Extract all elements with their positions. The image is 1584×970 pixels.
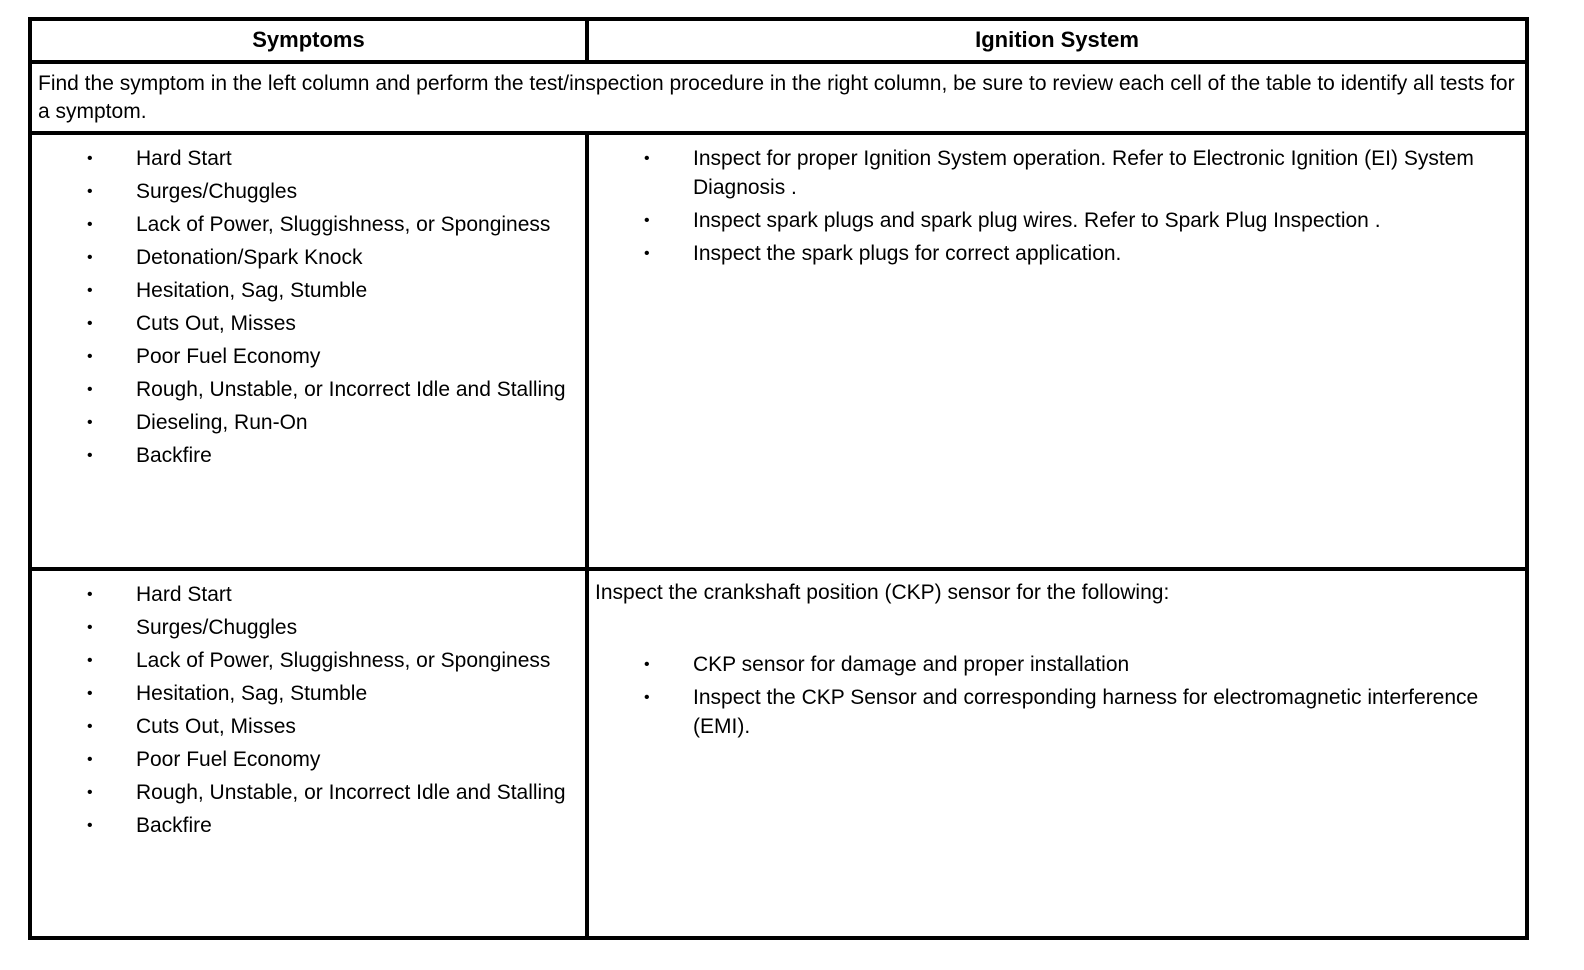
procedures-cell: [589, 135, 1525, 567]
bullet-icon: •: [87, 348, 93, 365]
bullet-icon: •: [87, 652, 93, 669]
symptoms-cell: [32, 135, 589, 567]
list-item: [32, 343, 582, 372]
procedures-cell: [589, 571, 1525, 940]
procedure-text: CKP sensor for damage and proper installation: [693, 653, 1130, 676]
symptom-text: Cuts Out, Misses: [136, 715, 296, 738]
symptom-text: Hard Start: [136, 583, 232, 606]
bullet-icon: •: [87, 183, 93, 200]
procedure-text: Inspect spark plugs and spark plug wires. Refer to Spark Plug Inspection .: [693, 208, 1381, 232]
table-header-row: [32, 21, 1525, 64]
symptom-text: Surges/Chuggles: [136, 616, 298, 639]
procedure-list: [589, 145, 1519, 273]
bullet-icon: •: [87, 619, 93, 636]
header-symptoms: Symptoms: [32, 21, 589, 60]
list-item: [32, 244, 582, 273]
bullet-icon: •: [87, 216, 93, 233]
list-item: [32, 680, 582, 709]
symptom-text: Rough, Unstable, or Incorrect Idle and Stalling: [136, 781, 566, 804]
symptom-text: Hesitation, Sag, Stumble: [136, 682, 368, 705]
symptom-list: [32, 145, 582, 475]
list-item: [32, 812, 582, 841]
list-item: [32, 614, 582, 643]
symptoms-cell: [32, 571, 589, 940]
symptom-text: Backfire: [136, 444, 212, 467]
table-row: [32, 135, 1525, 571]
bullet-icon: •: [644, 211, 650, 229]
procedure-text: Inspect for proper Ignition System operation. Refer to Electronic Ignition (EI) System Diagnosis .: [693, 147, 1474, 199]
list-item: [32, 178, 582, 207]
list-item: [589, 207, 1519, 236]
list-item: [32, 409, 582, 438]
diagnosis-table: [28, 17, 1529, 940]
list-item: [589, 145, 1519, 202]
ckp-lead-text: Inspect the crankshaft position (CKP) sensor for the following:: [595, 581, 1170, 604]
bullet-icon: •: [87, 718, 93, 735]
symptom-text: Lack of Power, Sluggishness, or Sponginess: [136, 649, 551, 672]
symptom-text: Hard Start: [136, 147, 232, 170]
bullet-icon: •: [644, 244, 650, 262]
procedure-list: [589, 651, 1519, 746]
bullet-icon: •: [644, 150, 650, 167]
symptom-text: Lack of Power, Sluggishness, or Sponginess: [136, 213, 551, 236]
table-intro-row: [32, 64, 1525, 135]
symptom-text: Detonation/Spark Knock: [136, 246, 363, 269]
bullet-icon: •: [87, 751, 93, 768]
table-row: [32, 571, 1525, 940]
list-item: [589, 651, 1519, 680]
symptom-text: Poor Fuel Economy: [136, 748, 321, 771]
list-item: [32, 647, 582, 676]
list-item: [32, 779, 582, 808]
symptom-list: [32, 581, 582, 845]
list-item: [32, 310, 582, 339]
procedure-text: Inspect the spark plugs for correct application.: [693, 241, 1122, 265]
symptom-text: Rough, Unstable, or Incorrect Idle and Stalling: [136, 378, 566, 401]
symptom-text: Cuts Out, Misses: [136, 312, 296, 335]
list-item: [32, 145, 582, 174]
list-item: [32, 713, 582, 742]
symptom-text: Backfire: [136, 814, 212, 837]
list-item: [32, 746, 582, 775]
list-item: [589, 684, 1519, 741]
header-ignition-system: Ignition System: [975, 27, 1139, 52]
symptom-text: Surges/Chuggles: [136, 180, 298, 203]
bullet-icon: •: [87, 150, 93, 167]
symptom-text: Poor Fuel Economy: [136, 345, 321, 368]
list-item: [32, 277, 582, 306]
bullet-icon: •: [87, 447, 93, 464]
bullet-icon: •: [87, 685, 93, 702]
bullet-icon: •: [87, 381, 93, 398]
bullet-icon: •: [644, 689, 650, 706]
intro-instructions: Find the symptom in the left column and perform the test/inspection procedure in the right column, be sure to review each cell of the table to identify all tests for a symptom.: [38, 72, 1515, 123]
list-item: [32, 442, 582, 471]
list-item: [32, 581, 582, 610]
bullet-icon: •: [87, 586, 93, 603]
symptom-text: Hesitation, Sag, Stumble: [136, 279, 368, 302]
procedure-text: Inspect the CKP Sensor and corresponding harness for electromagnetic interference (EMI).: [693, 686, 1479, 738]
bullet-icon: •: [87, 282, 93, 299]
bullet-icon: •: [87, 414, 93, 431]
bullet-icon: •: [87, 784, 93, 801]
list-item: [32, 376, 582, 405]
list-item: [589, 240, 1519, 269]
bullet-icon: •: [87, 249, 93, 266]
bullet-icon: •: [87, 817, 93, 834]
symptom-text: Dieseling, Run-On: [136, 411, 308, 434]
list-item: [32, 211, 582, 240]
bullet-icon: •: [87, 315, 93, 332]
bullet-icon: •: [644, 656, 650, 673]
